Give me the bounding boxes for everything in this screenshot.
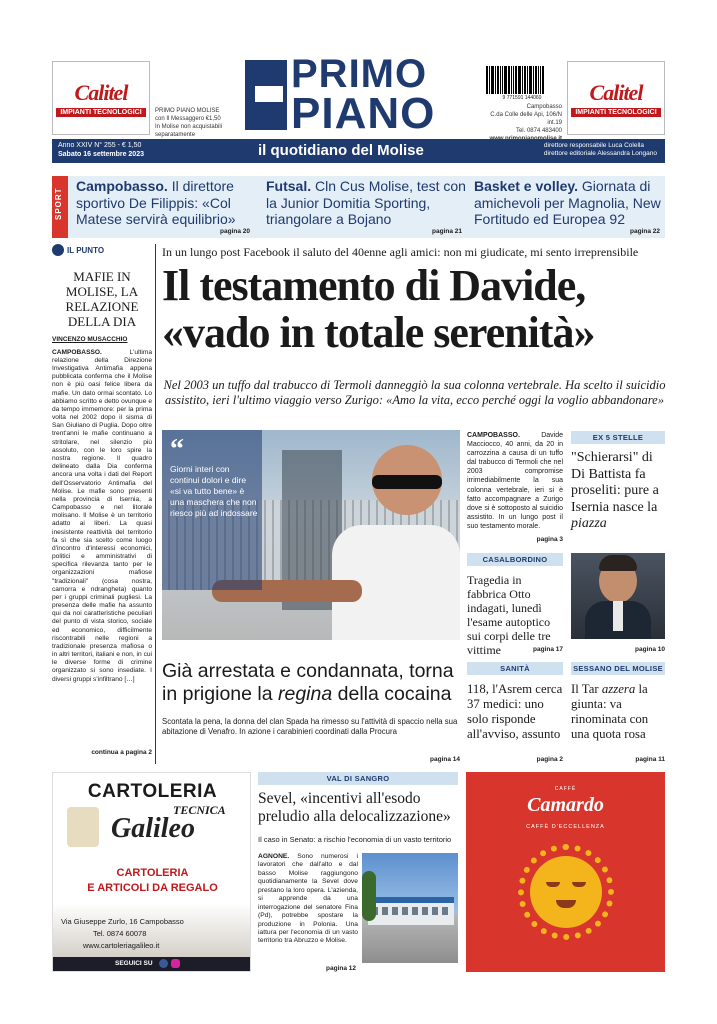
facebook-icon[interactable]	[159, 959, 168, 968]
il-punto-column	[52, 244, 152, 764]
cartoleria-line1: CARTOLERIA	[87, 781, 218, 802]
ad-camardo[interactable]	[466, 772, 665, 972]
il-punto-body: CAMPOBASSO. L'ultima relazione della Direzione Investigativa Antimafia appena pubblicata conferma che il Molise non è più oasi felice libera da mafie. Un dato ormai scontato. Lo abbiamo scritto e detto ovunque e da tempo immemore: per la prima volta nel 2002 dopo il sisma di San Giuliano di Puglia. Dopo oltre trent'anni le mafie continuano a stritolare, nel silenzio più assoluto, con le loro spire la nostra regione. Il quadro delineato dalla Dia conferma ancora una volta i dati del Report dell'Osservatorio Antimafia del Molise. Le mafie sono presenti nella provincia di Isernia, a Campobasso e nel litorale molisano. Il Molise è un territorio adatto ai liberi. La quasi inesistente reattività del territorio fa sì che sia scelto come luogo d'incontro d'interessi economici, politici e amministrativi di specifica rilevanza tanto per le organizzazioni mafiose "tradizionali" (cosa nostra, camorra e ndrangheta) quanto per i gruppi criminali pugliesi. La presenza delle mafie ha assunto qui da noi caratteristiche peculiari del punto di vista storico, sociale ed economico, difficilmente riscontrabili nelle regioni a tradizionale presenza mafiosa o in altri territori, italiani e non, in cui le diverse forme di crimine organizzato si sono insediate. I diversi gruppi s'infiltrano […]	[52, 348, 152, 683]
calitel-subtitle: IMPIANTI TECNOLOGICI	[571, 108, 660, 117]
sport-page-ref: pagina 21	[432, 228, 462, 235]
masthead-logo	[245, 52, 467, 138]
cartoleria-social: SEGUICI SU	[115, 960, 153, 967]
sangro-page-ref: pagina 12	[326, 965, 356, 972]
issue-info: Anno XXIV N° 255 - € 1,50 Sabato 16 settembre 2023	[58, 142, 144, 158]
sessano-tag: SESSANO DEL MOLISE	[571, 662, 665, 675]
calitel-logo: Calitel	[589, 79, 643, 105]
main-photo	[162, 430, 460, 640]
camardo-tagline: CAFFÈ D'ECCELLENZA	[526, 824, 605, 830]
main-subhead: Nel 2003 un tuffo dal trabucco di Termoli danneggiò la sua colonna vertebrale. Ha scelto il suicidio assistito, ieri l'ultimo viaggio verso Zurigo: «Amo la vita, ecco perché oggi la voglio abbandonare»	[163, 378, 666, 408]
sport-item-futsal[interactable]: Futsal. Cln Cus Molise, test con la Junior Domitia Sporting, triangolare a Bojano	[266, 178, 466, 228]
cinque-stelle-page-ref: pagina 10	[635, 646, 665, 653]
sport-strip	[52, 176, 665, 238]
cocaina-page-ref: pagina 14	[430, 756, 460, 763]
il-punto-title[interactable]: MAFIE IN MOLISE, LA RELAZIONE DELLA DIA	[65, 269, 139, 329]
main-body: CAMPOBASSO. Davide Macciocco, 40 anni, da 20 in carrozzina a causa di un tuffo dal trabucco di Termoli che nel 2003 compromise irrimediabilmente la sua colonna vertebrale, ieri si è fatto accompagnare a Zurigo dove si è sottoposto al suicidio assistito. In un lungo post il suo testamento morale.	[467, 432, 563, 530]
barcode	[486, 66, 558, 94]
casalbordino-tag: CASALBORDINO	[467, 553, 563, 566]
masthead-molise: molise	[257, 116, 280, 123]
cinque-stelle-photo	[571, 553, 665, 639]
sport-page-ref: pagina 22	[630, 228, 660, 235]
cartoleria-tel: Tel. 0874 60078	[93, 929, 147, 938]
sessano-page-ref: pagina 11	[635, 756, 665, 763]
directors: direttore responsabile Luca Colella direttore editoriale Alessandra Longano	[543, 142, 657, 158]
masthead-bar	[52, 139, 665, 163]
camardo-brand-small: CAFFÈ	[554, 786, 577, 792]
main-photo-quote: Giorni interi con continui dolori e dire «si va tutto bene» è una maschera che non riesco più ad indossare	[170, 464, 258, 519]
cinque-stelle-title[interactable]: "Schierarsi" di Di Battista fa proseliti: pure a Isernia nasce la piazza	[571, 450, 659, 532]
main-headline[interactable]: Il testamento di Davide, «vado in totale serenità»	[162, 261, 595, 358]
ad-calitel-left[interactable]	[52, 61, 150, 135]
ad-calitel-right[interactable]	[567, 61, 665, 135]
sangro-title[interactable]: Sevel, «incentivi all'esodo preludio alla delocalizzazione»	[258, 790, 451, 826]
instagram-icon[interactable]	[171, 959, 180, 968]
quote-mark-icon: “	[170, 434, 184, 465]
sanita-tag: SANITÀ	[467, 662, 563, 675]
main-kicker: In un lungo post Facebook il saluto del 40enne agli amici: non mi giudicate, mi sento irreprensibile	[162, 245, 639, 259]
sangro-photo	[362, 853, 458, 963]
sangro-body: AGNONE. Sono numerosi i lavoratori che dall'alto e dal basso Molise raggiungono quotidianamente la Sevel dove prestano la loro opera. L'azienda, si apprende da una interrogazione del senatore Fina (Pd), potrebbe spostare la produzione in Polonia. Una iattura per l'economia di un vasto territorio tra Abruzzo e Molise.	[258, 853, 358, 945]
sport-label-bar: SPORT	[52, 176, 68, 238]
cartoleria-line5: E ARTICOLI DA REGALO	[87, 882, 218, 894]
sunglasses	[372, 475, 442, 489]
ad-cartoleria-galileo[interactable]	[52, 772, 251, 972]
masthead-bottom: PIANO	[291, 89, 436, 138]
sangro-tag: VAL DI SANGRO	[258, 772, 458, 785]
cartoleria-address: Via Giuseppe Zurlo, 16 Campobasso	[61, 917, 184, 926]
calitel-logo: Calitel	[74, 79, 128, 105]
il-punto-logo: IL PUNTO	[52, 244, 152, 256]
sangro-sub: Il caso in Senato: a rischio l'economia di un vasto territorio	[258, 835, 452, 844]
publisher-address: Campobasso C.da Colle delle Api, 106/N int.19 Tel. 0874 483400	[490, 104, 562, 135]
sanita-page-ref: pagina 2	[536, 756, 563, 763]
cartoleria-line2: TECNICA	[173, 803, 226, 817]
sport-item-basket[interactable]: Basket e volley. Giornata di amichevoli per Magnolia, New Fortitudo ed Europea 92	[474, 178, 661, 228]
barcode-number: 9 771591 144060	[502, 95, 542, 101]
casalbordino-page-ref: pagina 17	[533, 646, 563, 653]
camardo-brand: Camardo	[527, 794, 604, 816]
sport-item-campobasso[interactable]: Campobasso. Il direttore sportivo De Filippis: «Col Matese servirà equilibrio»	[76, 178, 236, 228]
sport-page-ref: pagina 20	[220, 228, 250, 235]
cocaina-body: Scontata la pena, la donna del clan Spada ha rimesso su l'attività di spaccio nella sua abitazione di Venafro. In azione i carabinieri coordinati dalla Procura	[162, 717, 458, 737]
cinque-stelle-tag: EX 5 STELLE	[571, 431, 665, 444]
tagline: il quotidiano del Molise	[258, 142, 424, 159]
sessano-title[interactable]: Il Tar azzera la giunta: va rinominata con una quota rosa	[571, 682, 649, 741]
globe-icon	[52, 244, 64, 256]
cartoleria-web[interactable]: www.cartoleriagalileo.it	[83, 941, 160, 950]
cartoleria-line4: CARTOLERIA	[116, 867, 189, 879]
cartoleria-line3: Galileo	[111, 813, 195, 844]
scroll-icon	[67, 807, 99, 847]
il-punto-author: VINCENZO MUSACCHIO	[52, 335, 128, 343]
calitel-subtitle: IMPIANTI TECNOLOGICI	[56, 108, 145, 117]
main-page-ref[interactable]: pagina 3	[536, 536, 563, 543]
masthead-top: PRIMO	[291, 52, 428, 96]
price-note: PRIMO PIANO MOLISE con Il Messaggero €1,50 In Molise non acquistabili separatamente	[155, 108, 223, 139]
il-punto-continued[interactable]: continua a pagina 2	[91, 748, 152, 756]
cocaina-title[interactable]: Già arrestata e condannata, torna in prigione la regina della cocaina	[162, 660, 454, 705]
casalbordino-title[interactable]: Tragedia in fabbrica Otto indagati, lunedì l'esame autoptico sui corpi delle tre vittime	[467, 573, 551, 658]
sanita-title[interactable]: 118, l'Asrem cerca 37 medici: uno solo risponde all'avviso, assunto	[467, 682, 563, 741]
